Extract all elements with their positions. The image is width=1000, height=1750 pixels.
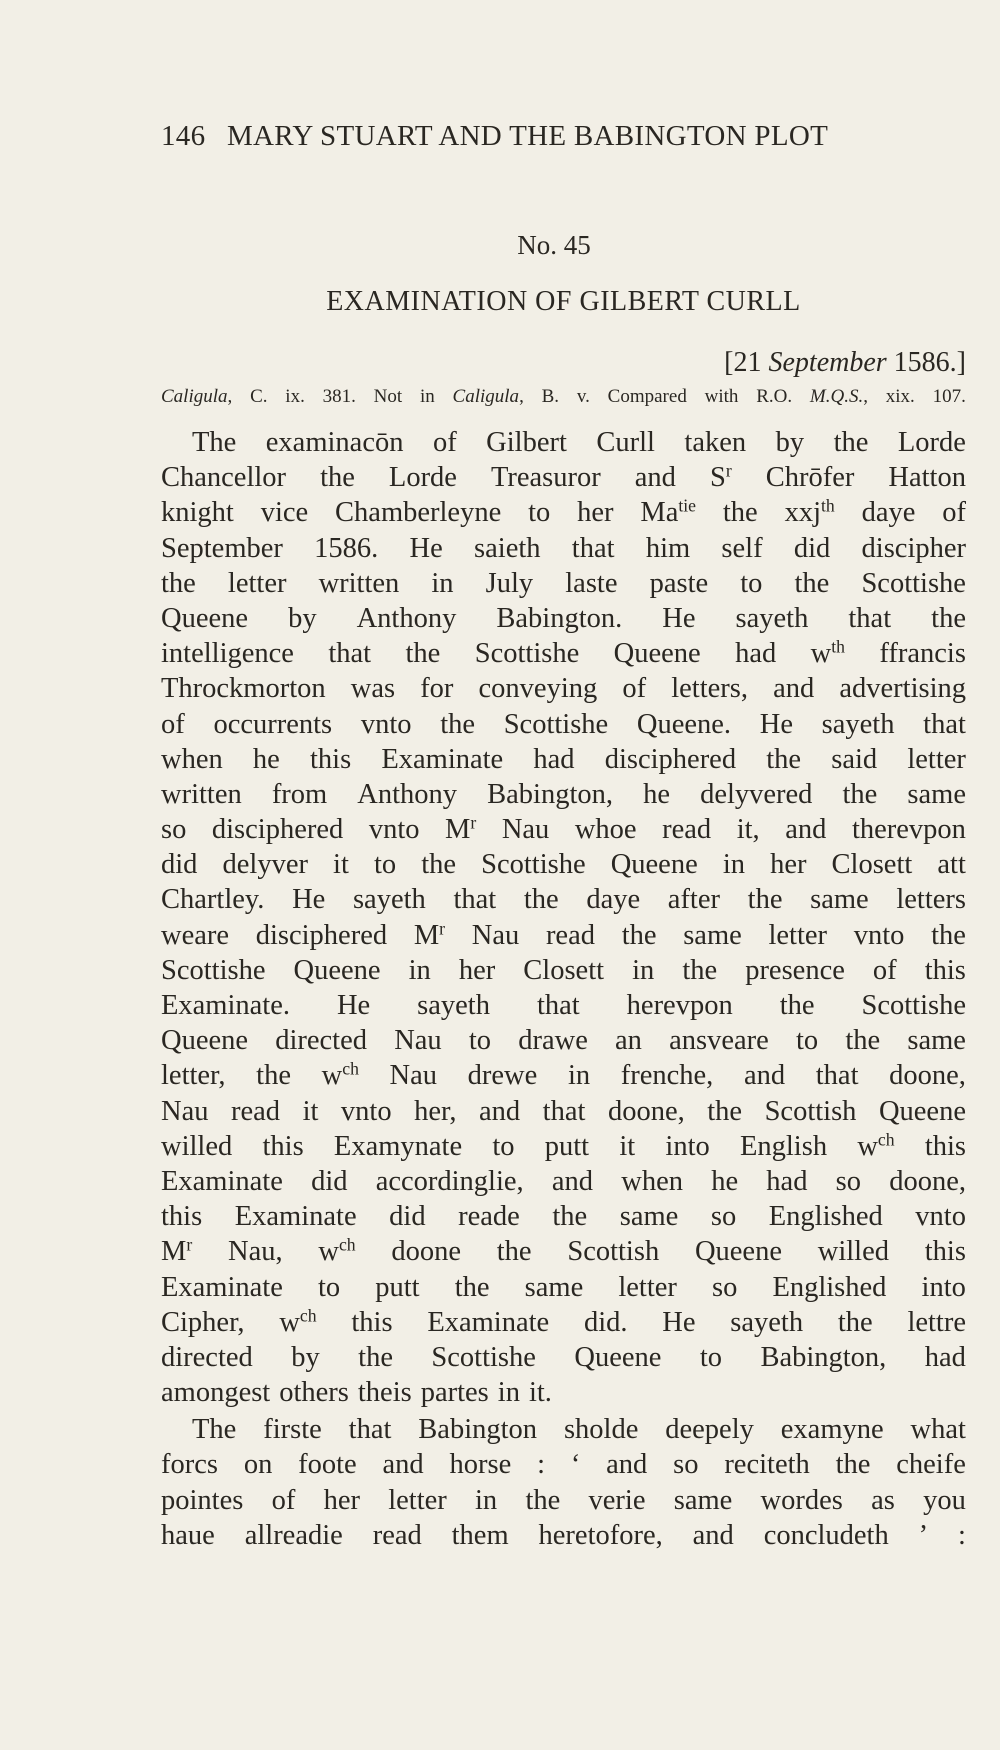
text-line: weare disciphered $M^r$ Nau read the same letter vnto the (161, 917, 966, 951)
text-line: willed this Examynate to putt it into English $w^{ch}$ this (161, 1129, 966, 1162)
text-line: the letter written in July laste paste to the Scottishe (161, 567, 966, 599)
text-line: September 1586. He saieth that him self did discipher (161, 532, 966, 564)
text-line: The firste that Babington sholde deepely examyne what (192, 1414, 966, 1446)
text-line: Throckmorton was for conveying of letters, and advertising (161, 673, 966, 705)
document-date: [21 September 1586.] (724, 347, 966, 378)
text-line: haue allreadie read them heretofore, and concludeth ’ : (161, 1519, 966, 1551)
text-line: intelligence that the Scottishe Queene had $w^{th}$ ffrancis (161, 636, 966, 670)
text-line: Chancellor the Lorde Treasuror and $S^r$ Chrōfer Hatton (161, 460, 966, 494)
paragraph (161, 1412, 966, 1553)
text-line: directed by the Scottishe Queene to Babington, had (161, 1341, 966, 1373)
text-line: this Examinate did reade the same so Englished vnto (161, 1201, 966, 1233)
document-title: EXAMINATION OF GILBERT CURLL (326, 286, 801, 317)
text-line: $M^r$ Nau, $w^{ch}$ doone the Scottish Queene willed this (161, 1234, 966, 1268)
text-line: Examinate. He sayeth that herevpon the Scottishe (161, 990, 966, 1021)
page-number: 146 (161, 120, 206, 152)
text-line: letter, the $w^{ch}$ Nau drewe in frenche, and that doone, (161, 1058, 966, 1092)
text-line: Nau read it vnto her, and that doone, the Scottish Queene (161, 1095, 966, 1127)
text-line: did delyver it to the Scottishe Queene in her Closett att (161, 849, 966, 881)
text-line: amongest others theis partes in it. (161, 1377, 552, 1409)
paragraph (161, 425, 966, 1410)
text-line: The examinacōn of Gilbert Curll taken by the Lorde (192, 427, 966, 458)
text-line: Examinate did accordinglie, and when he had so doone, (161, 1165, 966, 1197)
text-line: of occurrents vnto the Scottishe Queene. He sayeth that (161, 708, 966, 740)
text-line: Queene by Anthony Babington. He sayeth that the (161, 602, 966, 634)
running-title: MARY STUART AND THE BABINGTON PLOT (226, 120, 829, 152)
document-number: No. 45 (517, 230, 591, 260)
text-line: so disciphered vnto $M^r$ Nau whoe read it, and therevpon (161, 812, 966, 846)
text-line: knight vice Chamberleyne to her $Ma^{tie}$ the xxj$^{th}$ daye of (161, 495, 966, 529)
text-line: Scottishe Queene in her Closett in the presence of this (161, 954, 966, 986)
text-line: written from Anthony Babington, he delyvered the same (161, 778, 966, 810)
text-line: when he this Examinate had disciphered the said letter (161, 743, 966, 775)
body-text (161, 425, 966, 1553)
text-line: forcs on foote and horse : ‘ and so reciteth the cheife (161, 1449, 966, 1481)
running-header (161, 120, 966, 153)
text-line: Examinate to putt the same letter so Englished into (161, 1271, 966, 1303)
source-reference: Caligula, C. ix. 381. Not in Caligula, B. v. Compared with R.O. M.Q.S., xix. 107. (161, 386, 966, 407)
text-line: pointes of her letter in the verie same wordes as you (161, 1484, 966, 1516)
text-line: Queene directed Nau to drawe an ansveare to the same (161, 1025, 966, 1057)
text-line: Cipher, $w^{ch}$ this Examinate did. He sayeth the lettre (161, 1304, 966, 1338)
text-line: Chartley. He sayeth that the daye after the same letters (161, 884, 966, 916)
